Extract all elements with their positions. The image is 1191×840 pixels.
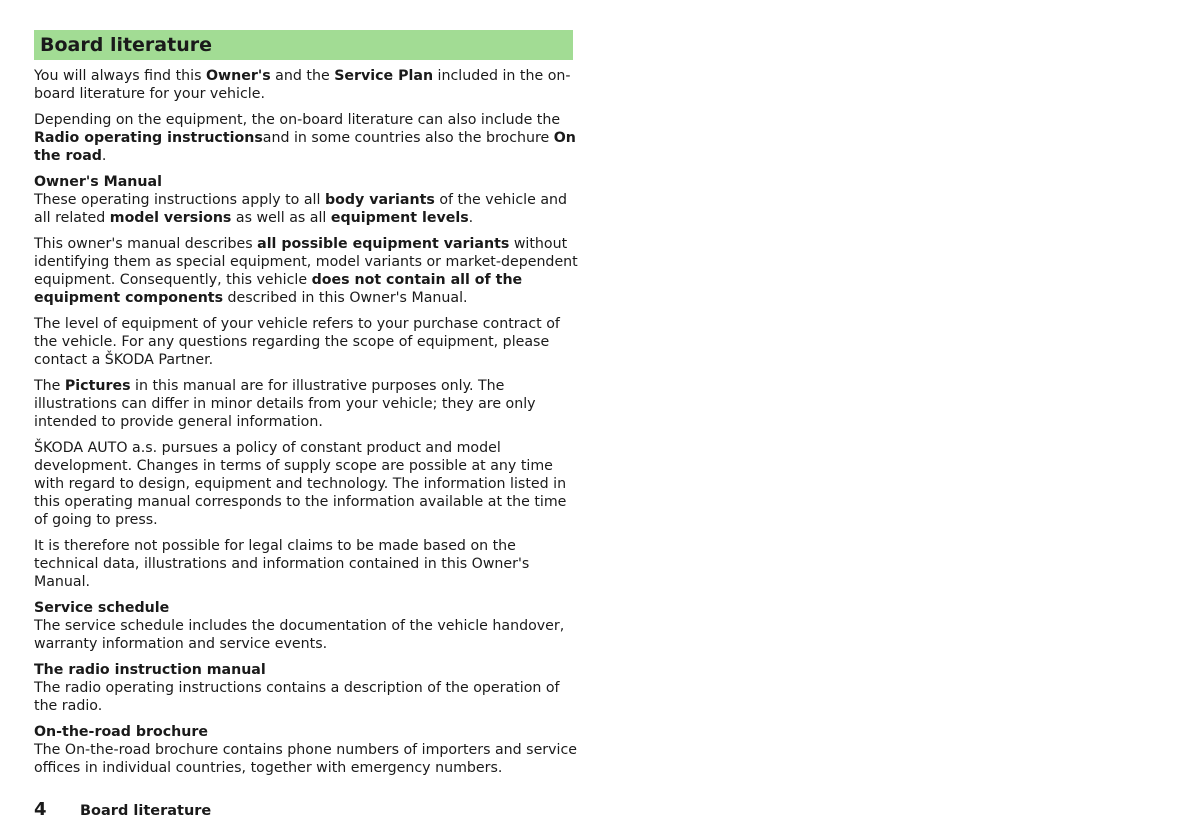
service-schedule-text: The service schedule includes the documentation of the vehicle handover, warranty information and service events.: [34, 618, 565, 652]
text: .: [101, 148, 107, 164]
text: .: [468, 210, 474, 226]
intro-paragraph-1: [34, 67, 579, 103]
intro-paragraph-2: [34, 111, 579, 165]
page-number: 4: [34, 799, 47, 820]
service-schedule-section: [34, 599, 579, 653]
text: of the vehicle and all related: [34, 192, 568, 226]
bold-text: Radio operating instructions: [34, 130, 263, 146]
footer-title: Board literature: [80, 803, 212, 819]
owners-manual-paragraph-5: ŠKODA AUTO a.s. pursues a policy of constant product and model development. Changes in terms of supply scope are possible at any time with regard to design, equipment and technology. The information listed in this operating manual corresponds to the information available at the time of going to press.: [34, 440, 567, 528]
radio-manual-text: The radio operating instructions contains a description of the operation of the radio.: [34, 680, 560, 714]
bold-text: Owner's: [205, 68, 271, 84]
page-content: [34, 67, 579, 785]
section-heading-bar: [34, 30, 573, 60]
text: These operating instructions apply to all: [34, 192, 325, 208]
text: as well as all: [231, 210, 331, 226]
text: Depending on the equipment, the on-board literature can also include the: [34, 112, 561, 128]
text: The: [34, 378, 65, 394]
section-title: Board literature: [40, 34, 212, 56]
radio-manual-heading: The radio instruction manual: [34, 662, 266, 678]
bold-text: model versions: [109, 210, 232, 226]
text: and the: [270, 68, 335, 84]
owners-manual-paragraph-4: [34, 377, 579, 431]
bold-text: Service Plan: [334, 68, 434, 84]
bold-text: body variants: [324, 192, 435, 208]
bold-text: does not contain all of the equipment components: [34, 272, 523, 306]
text: described in this Owner's Manual.: [223, 290, 468, 306]
owners-manual-paragraph-6: It is therefore not possible for legal claims to be made based on the technical data, illustrations and information contained in this Owner's Manual.: [34, 538, 530, 590]
bold-text: equipment levels: [330, 210, 469, 226]
bold-text: On the road: [34, 130, 576, 164]
owners-manual-paragraph-3: The level of equipment of your vehicle refers to your purchase contract of the vehicle. For any questions regarding the scope of equipment, please contact a ŠKODA Partner.: [34, 316, 560, 368]
owners-manual-paragraph-1: [34, 173, 579, 227]
text: without identifying them as special equipment, model variants or market-dependent equipment. Consequently, this vehicle: [34, 236, 578, 288]
radio-manual-section: [34, 661, 579, 715]
text: This owner's manual describes: [34, 236, 258, 252]
road-brochure-text: The On-the-road brochure contains phone numbers of importers and service offices in individual countries, together with emergency numbers.: [34, 742, 577, 776]
owners-manual-heading: Owner's Manual: [34, 174, 162, 190]
page-footer: [34, 799, 211, 821]
road-brochure-heading: On-the-road brochure: [34, 724, 208, 740]
text: included in the on-board literature for your vehicle.: [34, 68, 571, 102]
text: in this manual are for illustrative purposes only. The illustrations can differ in minor details from your vehicle; they are only intended to provide general information.: [34, 378, 536, 430]
text: You will always find this: [34, 68, 206, 84]
text: and in some countries also the brochure: [262, 130, 554, 146]
bold-text: Pictures: [64, 378, 131, 394]
owners-manual-paragraph-2: [34, 235, 579, 307]
road-brochure-section: [34, 723, 579, 777]
service-schedule-heading: Service schedule: [34, 600, 170, 616]
bold-text: all possible equipment variants: [257, 236, 510, 252]
